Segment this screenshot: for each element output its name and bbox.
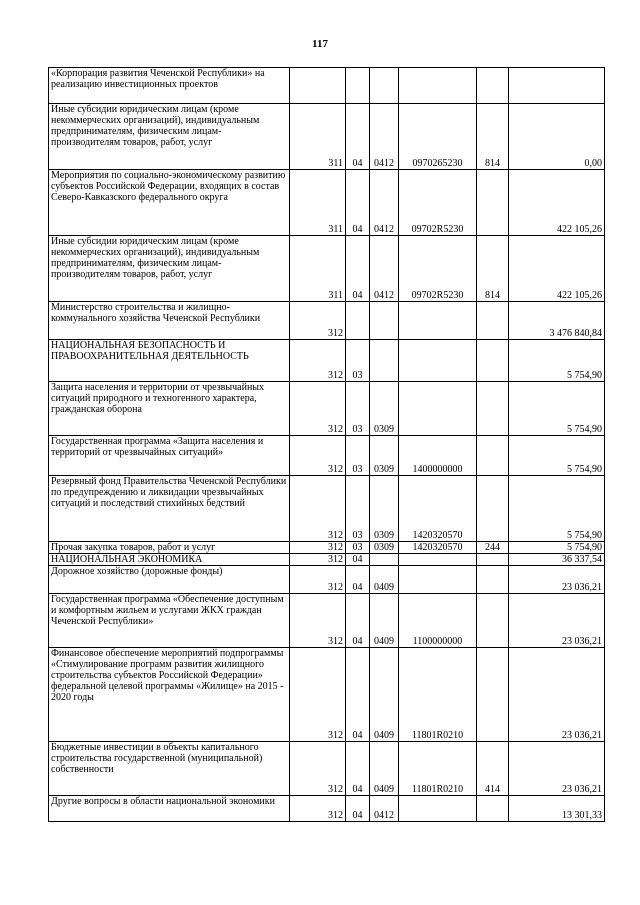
section-cell: 04 (346, 648, 370, 742)
amount-cell: 23 036,21 (509, 742, 605, 796)
subsection-cell (370, 68, 399, 104)
row-name-cell: НАЦИОНАЛЬНАЯ ЭКОНОМИКА (49, 554, 290, 566)
section-cell: 04 (346, 796, 370, 822)
expense-type-cell: 244 (477, 542, 509, 554)
target-article-cell (399, 302, 477, 340)
target-article-cell: 09702R5230 (399, 236, 477, 302)
target-article-cell (399, 554, 477, 566)
section-cell (346, 302, 370, 340)
amount-cell: 23 036,21 (509, 648, 605, 742)
grbs-cell: 312 (290, 566, 346, 594)
target-article-cell (399, 68, 477, 104)
budget-table (48, 67, 605, 822)
target-article-cell: 11801R0210 (399, 648, 477, 742)
subsection-cell: 0409 (370, 566, 399, 594)
amount-cell: 5 754,90 (509, 542, 605, 554)
table-row (49, 382, 605, 436)
subsection-cell: 0309 (370, 476, 399, 542)
table-row (49, 436, 605, 476)
section-cell (346, 68, 370, 104)
section-cell: 04 (346, 566, 370, 594)
amount-cell: 36 337,54 (509, 554, 605, 566)
section-cell: 04 (346, 742, 370, 796)
target-article-cell: 1420320570 (399, 542, 477, 554)
table-row (49, 796, 605, 822)
target-article-cell: 09702R5230 (399, 170, 477, 236)
row-name-cell: Бюджетные инвестиции в объекты капитального строительства государственной (муниципальной) собственности (49, 742, 290, 796)
subsection-cell: 0409 (370, 648, 399, 742)
target-article-cell (399, 566, 477, 594)
row-name-cell: Другие вопросы в области национальной экономики (49, 796, 290, 822)
expense-type-cell (477, 476, 509, 542)
table-row (49, 542, 605, 554)
expense-type-cell (477, 340, 509, 382)
row-name-cell: Иные субсидии юридическим лицам (кроме некоммерческих организаций), индивидуальным предпринимателям, физическим лицам-производителям товаров, работ, услуг (49, 236, 290, 302)
subsection-cell: 0409 (370, 742, 399, 796)
subsection-cell: 0409 (370, 594, 399, 648)
table-row (49, 742, 605, 796)
table-row (49, 648, 605, 742)
expense-type-cell (477, 170, 509, 236)
amount-cell: 3 476 840,84 (509, 302, 605, 340)
section-cell: 03 (346, 436, 370, 476)
section-cell: 04 (346, 594, 370, 648)
amount-cell (509, 68, 605, 104)
expense-type-cell (477, 554, 509, 566)
amount-cell: 23 036,21 (509, 594, 605, 648)
subsection-cell: 0412 (370, 104, 399, 170)
table-row (49, 68, 605, 104)
subsection-cell: 0412 (370, 236, 399, 302)
table-row (49, 236, 605, 302)
section-cell: 03 (346, 476, 370, 542)
expense-type-cell (477, 436, 509, 476)
section-cell: 04 (346, 170, 370, 236)
subsection-cell: 0412 (370, 170, 399, 236)
amount-cell: 23 036,21 (509, 566, 605, 594)
expense-type-cell: 414 (477, 742, 509, 796)
grbs-cell: 312 (290, 542, 346, 554)
subsection-cell: 0309 (370, 436, 399, 476)
amount-cell: 5 754,90 (509, 476, 605, 542)
section-cell: 04 (346, 554, 370, 566)
expense-type-cell (477, 382, 509, 436)
expense-type-cell (477, 566, 509, 594)
subsection-cell (370, 554, 399, 566)
row-name-cell: Защита населения и территории от чрезвычайных ситуаций природного и техногенного характера, гражданская оборона (49, 382, 290, 436)
row-name-cell: Прочая закупка товаров, работ и услуг (49, 542, 290, 554)
subsection-cell (370, 340, 399, 382)
row-name-cell: Финансовое обеспечение мероприятий подпрограммы «Стимулирование программ развития жилищного строительства субъектов Российской Федерации» федеральной целевой программы «Жилище» на 2015 - 2020 годы (49, 648, 290, 742)
amount-cell: 422 105,26 (509, 170, 605, 236)
row-name-cell: Мероприятия по социально-экономическому развитию субъектов Российской Федерации, входящих в состав Северо-Кавказского федерального округа (49, 170, 290, 236)
row-name-cell: НАЦИОНАЛЬНАЯ БЕЗОПАСНОСТЬ И ПРАВООХРАНИТЕЛЬНАЯ ДЕЯТЕЛЬНОСТЬ (49, 340, 290, 382)
target-article-cell (399, 382, 477, 436)
target-article-cell: 1420320570 (399, 476, 477, 542)
expense-type-cell (477, 302, 509, 340)
target-article-cell: 0970265230 (399, 104, 477, 170)
table-row (49, 594, 605, 648)
subsection-cell: 0412 (370, 796, 399, 822)
amount-cell: 422 105,26 (509, 236, 605, 302)
grbs-cell: 311 (290, 236, 346, 302)
expense-type-cell: 814 (477, 104, 509, 170)
row-name-cell: Государственная программа «Обеспечение доступным и комфортным жильем и услугами ЖКХ граждан Чеченской Республики» (49, 594, 290, 648)
target-article-cell (399, 340, 477, 382)
budget-table-body (49, 68, 605, 822)
expense-type-cell (477, 796, 509, 822)
target-article-cell: 1400000000 (399, 436, 477, 476)
expense-type-cell: 814 (477, 236, 509, 302)
grbs-cell: 312 (290, 554, 346, 566)
subsection-cell: 0309 (370, 382, 399, 436)
grbs-cell: 312 (290, 796, 346, 822)
amount-cell: 5 754,90 (509, 436, 605, 476)
amount-cell: 5 754,90 (509, 382, 605, 436)
table-row (49, 302, 605, 340)
expense-type-cell (477, 594, 509, 648)
table-row (49, 340, 605, 382)
section-cell: 03 (346, 542, 370, 554)
subsection-cell (370, 302, 399, 340)
row-name-cell: Иные субсидии юридическим лицам (кроме некоммерческих организаций), индивидуальным предпринимателям, физическим лицам-производителям товаров, работ, услуг (49, 104, 290, 170)
page-number: 117 (312, 38, 328, 50)
table-row (49, 104, 605, 170)
table-row (49, 170, 605, 236)
row-name-cell: Резервный фонд Правительства Чеченской Республики по предупреждению и ликвидации чрезвычайных ситуаций и последствий стихийных бедствий (49, 476, 290, 542)
grbs-cell: 312 (290, 340, 346, 382)
grbs-cell: 312 (290, 594, 346, 648)
grbs-cell: 312 (290, 476, 346, 542)
target-article-cell: 1100000000 (399, 594, 477, 648)
grbs-cell: 312 (290, 302, 346, 340)
grbs-cell: 312 (290, 436, 346, 476)
grbs-cell: 312 (290, 648, 346, 742)
amount-cell: 0,00 (509, 104, 605, 170)
target-article-cell (399, 796, 477, 822)
row-name-cell: Государственная программа «Защита населения и территорий от чрезвычайных ситуаций» (49, 436, 290, 476)
grbs-cell: 311 (290, 104, 346, 170)
subsection-cell: 0309 (370, 542, 399, 554)
section-cell: 04 (346, 236, 370, 302)
target-article-cell: 11801R0210 (399, 742, 477, 796)
grbs-cell (290, 68, 346, 104)
row-name-cell: «Корпорация развития Чеченской Республики» на реализацию инвестиционных проектов (49, 68, 290, 104)
row-name-cell: Министерство строительства и жилищно-коммунального хозяйства Чеченской Республики (49, 302, 290, 340)
expense-type-cell (477, 68, 509, 104)
table-row (49, 554, 605, 566)
amount-cell: 13 301,33 (509, 796, 605, 822)
grbs-cell: 312 (290, 742, 346, 796)
table-row (49, 476, 605, 542)
grbs-cell: 312 (290, 382, 346, 436)
expense-type-cell (477, 648, 509, 742)
section-cell: 03 (346, 382, 370, 436)
section-cell: 03 (346, 340, 370, 382)
grbs-cell: 311 (290, 170, 346, 236)
table-row (49, 566, 605, 594)
section-cell: 04 (346, 104, 370, 170)
row-name-cell: Дорожное хозяйство (дорожные фонды) (49, 566, 290, 594)
amount-cell: 5 754,90 (509, 340, 605, 382)
